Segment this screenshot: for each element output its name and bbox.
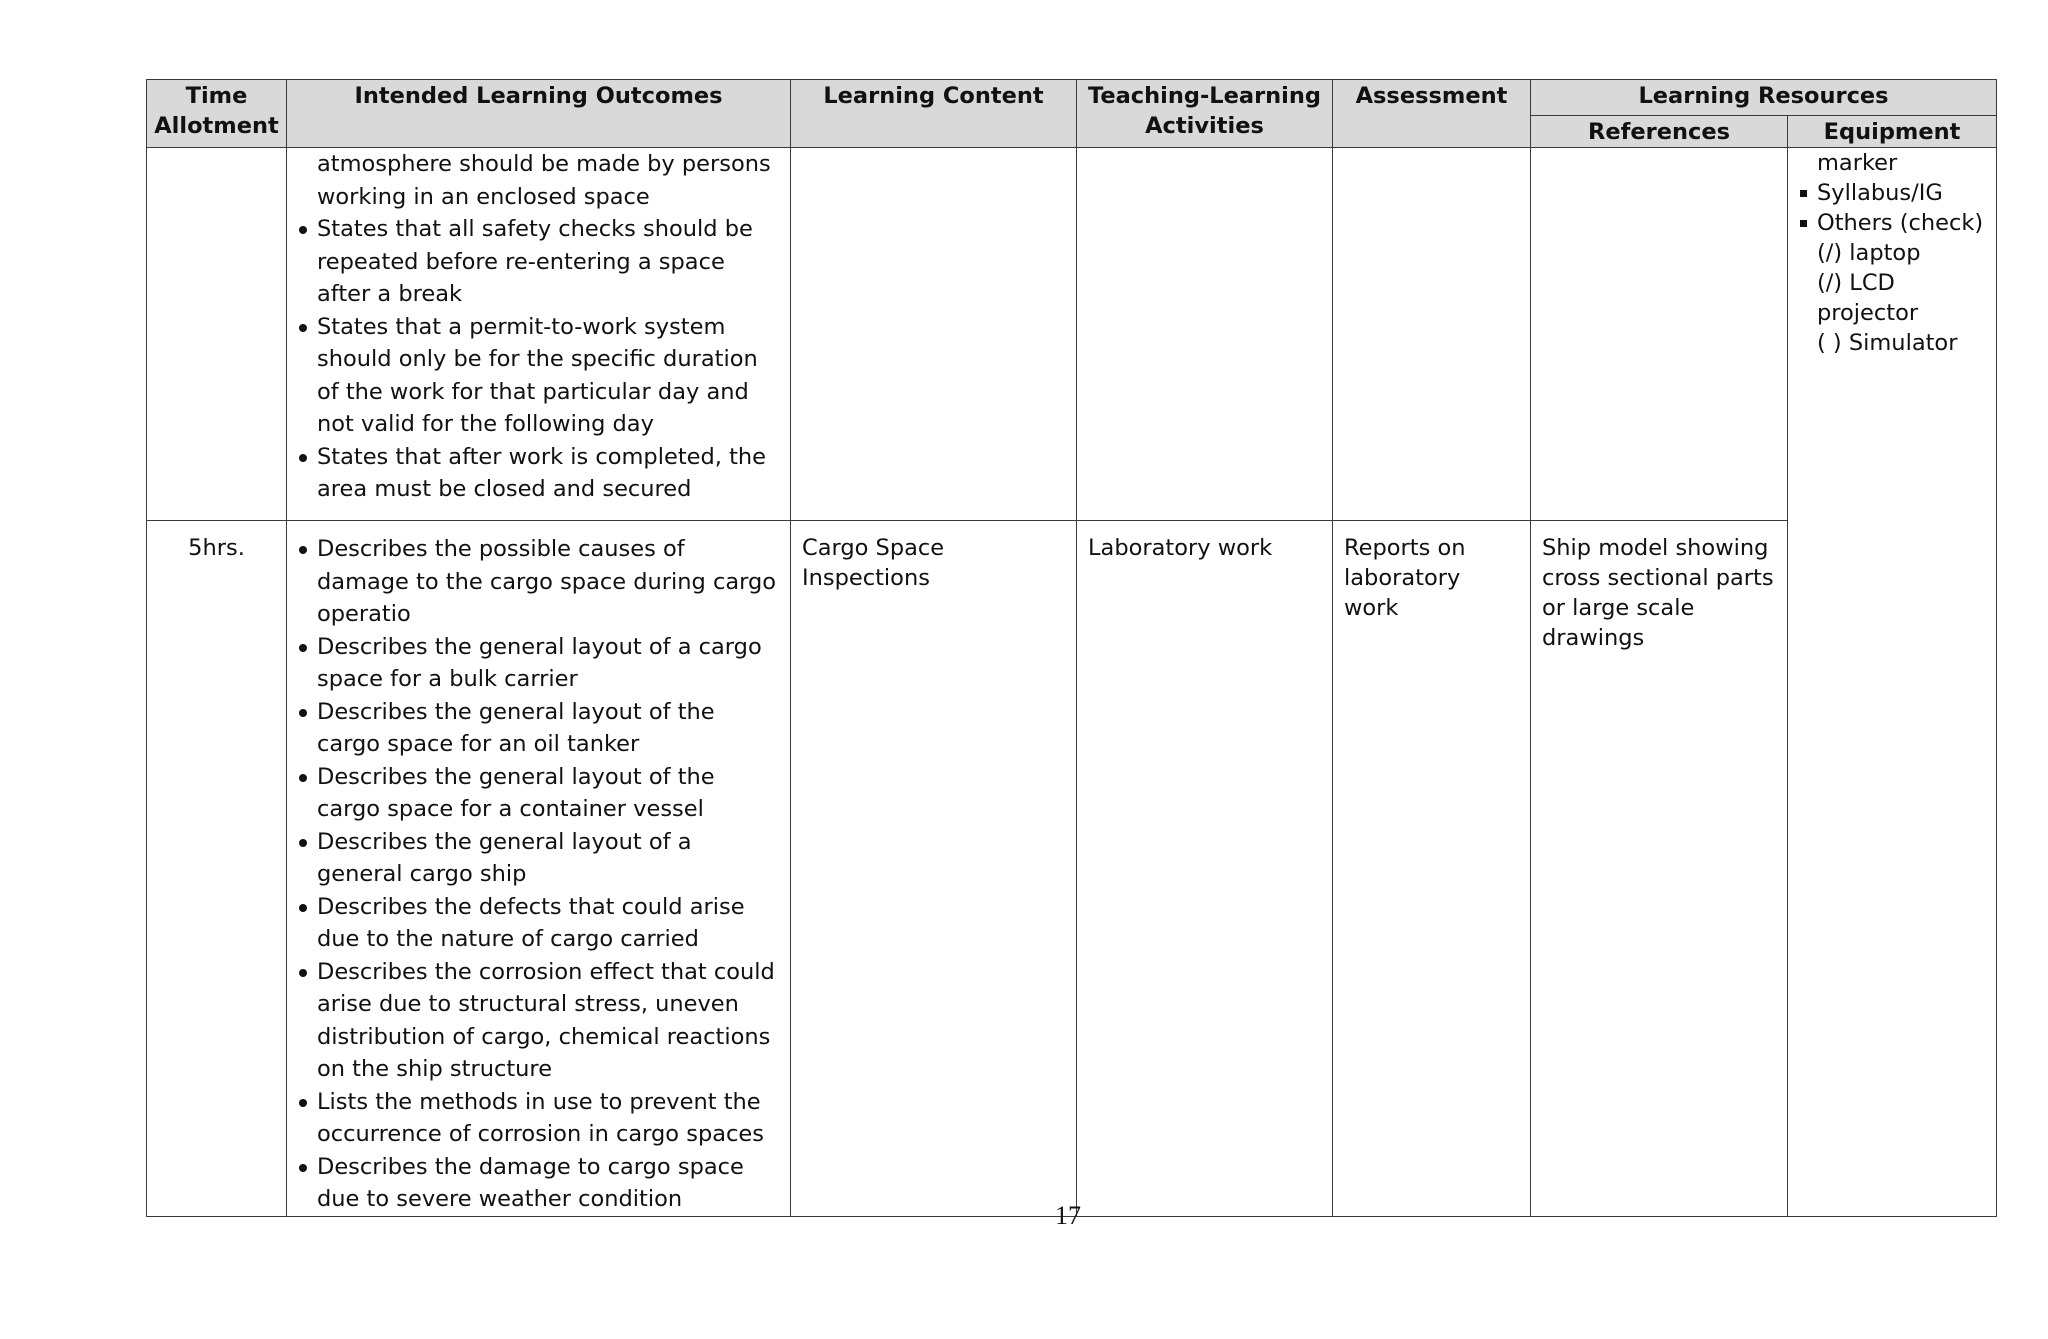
list-item: Describes the corrosion effect that could arise due to structural stress, uneven distribution of cargo, chemical reactions on the ship structure (287, 956, 782, 1086)
header-time-allotment: Time Allotment (147, 80, 287, 148)
outcome-continuation-text: atmosphere should be made by persons working in an enclosed space (317, 151, 771, 210)
references-cell: Ship model showing cross sectional parts or large scale drawings (1531, 521, 1788, 1217)
header-intended-learning-outcomes: Intended Learning Outcomes (287, 80, 791, 148)
list-item: States that a permit-to-work system should only be for the specific duration of the work for that particular day and not valid for the following day (287, 311, 782, 441)
list-item: Lists the methods in use to prevent the occurrence of corrosion in cargo spaces (287, 1086, 782, 1151)
activities-cell (1077, 148, 1333, 521)
references-cell (1531, 148, 1788, 521)
time-allotment-cell (147, 148, 287, 521)
list-item: Describes the general layout of the cargo space for a container vessel (287, 761, 782, 826)
header-equipment: Equipment (1788, 116, 1997, 148)
list-item: Describes the general layout of the cargo space for an oil tanker (287, 696, 782, 761)
header-learning-resources: Learning Resources (1531, 80, 1997, 116)
assessment-cell (1333, 148, 1531, 521)
list-item: States that all safety checks should be repeated before re-entering a space after a break (287, 213, 782, 311)
table-row (147, 148, 1997, 521)
assessment-cell: Reports on laboratory work (1333, 521, 1531, 1217)
header-teaching-learning-activities: Teaching-Learning Activities (1077, 80, 1333, 148)
learning-content-cell (791, 148, 1077, 521)
learning-content-cell: Cargo Space Inspections (791, 521, 1077, 1217)
list-item: States that after work is completed, the area must be closed and secured (287, 441, 782, 506)
equipment-continuation-text: marker (1817, 150, 1898, 176)
list-item: Describes the possible causes of damage to the cargo space during cargo operatio (287, 533, 782, 631)
activities-cell: Laboratory work (1077, 521, 1333, 1217)
checklist-item: ( ) Simulator (1817, 330, 1958, 356)
outcomes-cell (287, 148, 791, 521)
header-assessment: Assessment (1333, 80, 1531, 148)
equipment-cell (1788, 148, 1997, 1217)
time-allotment-cell: 5hrs. (147, 521, 287, 1217)
outcomes-list (287, 213, 782, 506)
list-item: Describes the general layout of a general cargo ship (287, 826, 782, 891)
header-learning-content: Learning Content (791, 80, 1077, 148)
page-number: 17 (1055, 1201, 1081, 1230)
header-references: References (1531, 116, 1788, 148)
list-item: Others (check) (1788, 208, 1990, 238)
equipment-list (1788, 178, 1990, 358)
checklist-item: (/) laptop (1817, 240, 1921, 266)
checklist-item: (/) LCD projector (1817, 270, 1919, 326)
list-item: Syllabus/IG (1788, 178, 1990, 208)
table-row (147, 521, 1997, 1217)
curriculum-table (146, 79, 1997, 1217)
list-item: Describes the defects that could arise due to the nature of cargo carried (287, 891, 782, 956)
list-item: Describes the general layout of a cargo space for a bulk carrier (287, 631, 782, 696)
outcomes-cell (287, 521, 791, 1217)
outcomes-list (287, 533, 782, 1216)
list-item: Describes the damage to cargo space due to severe weather condition (287, 1151, 782, 1216)
